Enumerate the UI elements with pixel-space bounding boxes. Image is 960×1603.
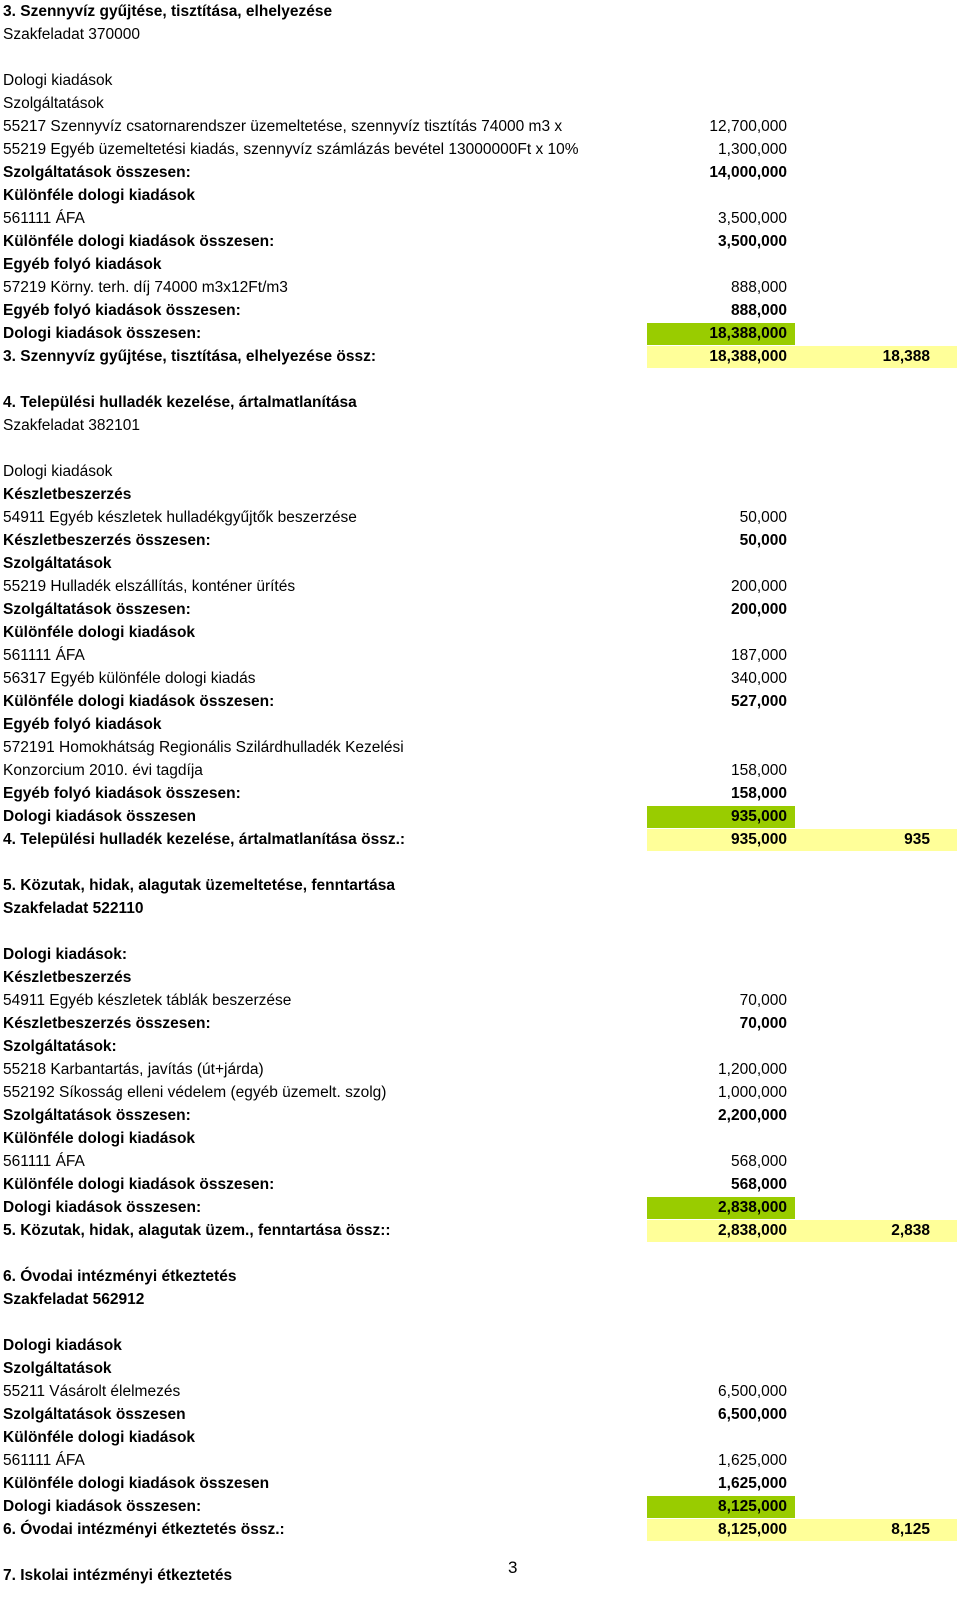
- amount-value: 8,125,000: [718, 1498, 787, 1515]
- row-label: Egyéb folyó kiadások: [3, 716, 162, 733]
- row-label: Szolgáltatások összesen:: [3, 601, 191, 618]
- amount-value: 1,300,000: [718, 141, 787, 158]
- line-item-row: [0, 1173, 960, 1196]
- row-label: 55219 Hulladék elszállítás, konténer ürítés: [3, 578, 296, 595]
- row-label: 4. Települési hulladék kezelése, ártalmatlanítása össz.:: [3, 831, 406, 848]
- row-label: Különféle dologi kiadások összesen: [3, 1475, 270, 1492]
- amount-value: 6,500,000: [718, 1406, 787, 1423]
- row-label: Különféle dologi kiadások: [3, 624, 196, 641]
- row-label: 561111 ÁFA: [3, 647, 85, 664]
- line-item-row: [0, 276, 960, 299]
- amount-value: 888,000: [730, 302, 787, 319]
- amount-value: 8,125,000: [718, 1521, 787, 1538]
- row-label: Szolgáltatások összesen: [3, 1406, 186, 1423]
- amount-value: 568,000: [730, 1153, 787, 1170]
- spacer-row: [0, 920, 960, 943]
- row-label: 5. Közutak, hidak, alagutak üzemeltetése, fenntartása: [3, 877, 395, 894]
- heading-row: [0, 1564, 960, 1587]
- row-label: Készletbeszerzés összesen:: [3, 1015, 211, 1032]
- subtotal-row: [0, 805, 960, 828]
- spacer-row: [0, 437, 960, 460]
- line-item-row: [0, 1058, 960, 1081]
- heading-row: [0, 621, 960, 644]
- row-label: Dologi kiadások összesen:: [3, 1498, 202, 1515]
- heading-row: [0, 0, 960, 23]
- thousands-value: 18,388: [882, 348, 930, 365]
- row-label: 561111 ÁFA: [3, 1452, 85, 1469]
- amount-value: 158,000: [730, 762, 787, 779]
- row-label: 572191 Homokhátság Regionális Szilárdhulladék Kezelési: [3, 739, 404, 756]
- heading-row: [0, 1288, 960, 1311]
- spacer-row: [0, 1311, 960, 1334]
- heading-row: [0, 713, 960, 736]
- amount-value: 3,500,000: [718, 233, 787, 250]
- row-label: Készletbeszerzés: [3, 969, 132, 986]
- row-label: 3. Szennyvíz gyűjtése, tisztítása, elhelyezése: [3, 3, 333, 20]
- line-item-row: [0, 1081, 960, 1104]
- amount-value: 2,838,000: [718, 1222, 787, 1239]
- row-label: 6. Óvodai intézményi étkeztetés: [3, 1268, 237, 1285]
- row-label: Egyéb folyó kiadások: [3, 256, 162, 273]
- line-item-row: [0, 989, 960, 1012]
- row-label: 3. Szennyvíz gyűjtése, tisztítása, elhelyezése össz:: [3, 348, 377, 365]
- row-label: Konzorcium 2010. évi tagdíja: [3, 762, 203, 779]
- row-label: Különféle dologi kiadások: [3, 187, 196, 204]
- row-label: Szolgáltatások: [3, 555, 112, 572]
- row-label: 4. Települési hulladék kezelése, ártalmatlanítása: [3, 394, 357, 411]
- heading-row: [0, 966, 960, 989]
- amount-value: 1,625,000: [718, 1452, 787, 1469]
- line-item-row: [0, 1012, 960, 1035]
- amount-value: 50,000: [739, 509, 787, 526]
- line-item-row: [0, 299, 960, 322]
- spacer-row: [0, 368, 960, 391]
- amount-value: 888,000: [730, 279, 787, 296]
- heading-row: [0, 391, 960, 414]
- heading-row: [0, 92, 960, 115]
- page-number: 3: [508, 1558, 518, 1577]
- row-label: Dologi kiadások összesen: [3, 808, 196, 825]
- section-total-row: [0, 1219, 960, 1242]
- amount-value: 527,000: [730, 693, 787, 710]
- amount-value: 3,500,000: [718, 210, 787, 227]
- row-label: 55218 Karbantartás, javítás (út+járda): [3, 1061, 264, 1078]
- spacer-row: [0, 1242, 960, 1265]
- amount-value: 158,000: [730, 785, 787, 802]
- line-item-row: [0, 1380, 960, 1403]
- row-label: Szakfeladat 382101: [3, 417, 141, 434]
- line-item-row: [0, 529, 960, 552]
- row-label: 55219 Egyéb üzemeltetési kiadás, szennyvíz számlázás bevétel 13000000Ft x 10%: [3, 141, 579, 158]
- line-item-row: [0, 1403, 960, 1426]
- subtotal-row: [0, 322, 960, 345]
- row-label: Dologi kiadások összesen:: [3, 1199, 202, 1216]
- line-item-row: [0, 644, 960, 667]
- line-item-row: [0, 230, 960, 253]
- amount-value: 2,838,000: [718, 1199, 787, 1216]
- amount-value: 935,000: [730, 831, 787, 848]
- thousands-value: 935: [904, 831, 930, 848]
- amount-value: 935,000: [730, 808, 787, 825]
- amount-value: 50,000: [739, 532, 787, 549]
- row-label: 54911 Egyéb készletek hulladékgyűjtők beszerzése: [3, 509, 357, 526]
- heading-row: [0, 184, 960, 207]
- amount-value: 568,000: [730, 1176, 787, 1193]
- amount-value: 70,000: [739, 1015, 787, 1032]
- heading-row: [0, 897, 960, 920]
- thousands-value: 2,838: [891, 1222, 930, 1239]
- row-label: Szakfeladat 370000: [3, 26, 141, 43]
- amount-value: 70,000: [739, 992, 787, 1009]
- row-label: 56317 Egyéb különféle dologi kiadás: [3, 670, 256, 687]
- spacer-row: [0, 46, 960, 69]
- row-label: 7. Iskolai intézményi étkeztetés: [3, 1567, 233, 1584]
- line-item-row: [0, 575, 960, 598]
- amount-value: 14,000,000: [709, 164, 787, 181]
- line-item-row: [0, 759, 960, 782]
- line-item-row: [0, 1150, 960, 1173]
- row-label: Készletbeszerzés: [3, 486, 132, 503]
- subtotal-row: [0, 1196, 960, 1219]
- row-label: 5. Közutak, hidak, alagutak üzem., fenntartása össz::: [3, 1222, 391, 1239]
- row-label: 552192 Síkosság elleni védelem (egyéb üzemelt. szolg): [3, 1084, 387, 1101]
- line-item-row: [0, 667, 960, 690]
- line-item-row: [0, 506, 960, 529]
- amount-value: 1,625,000: [718, 1475, 787, 1492]
- line-item-row: [0, 598, 960, 621]
- thousands-value: 8,125: [891, 1521, 930, 1538]
- amount-value: 18,388,000: [709, 348, 787, 365]
- row-label: Szolgáltatások: [3, 95, 104, 112]
- row-label: Különféle dologi kiadások összesen:: [3, 693, 275, 710]
- heading-row: [0, 736, 960, 759]
- row-label: 55211 Vásárolt élelmezés: [3, 1383, 181, 1400]
- row-label: 6. Óvodai intézményi étkeztetés össz.:: [3, 1521, 285, 1538]
- heading-row: [0, 460, 960, 483]
- row-label: Dologi kiadások összesen:: [3, 325, 202, 342]
- line-item-row: [0, 1472, 960, 1495]
- heading-row: [0, 253, 960, 276]
- heading-row: [0, 1035, 960, 1058]
- amount-value: 1,200,000: [718, 1061, 787, 1078]
- amount-value: 6,500,000: [718, 1383, 787, 1400]
- amount-value: 200,000: [730, 578, 787, 595]
- row-label: Különféle dologi kiadások: [3, 1130, 196, 1147]
- spacer-row: [0, 851, 960, 874]
- row-label: 54911 Egyéb készletek táblák beszerzése: [3, 992, 292, 1009]
- row-label: Dologi kiadások: [3, 72, 113, 89]
- heading-row: [0, 483, 960, 506]
- line-item-row: [0, 1104, 960, 1127]
- heading-row: [0, 552, 960, 575]
- spacer-row: [0, 1541, 960, 1564]
- subtotal-row: [0, 1495, 960, 1518]
- amount-value: 340,000: [730, 670, 787, 687]
- row-label: Szolgáltatások összesen:: [3, 164, 191, 181]
- row-label: 57219 Körny. terh. díj 74000 m3x12Ft/m3: [3, 279, 288, 296]
- line-item-row: [0, 138, 960, 161]
- section-total-row: [0, 1518, 960, 1541]
- row-label: Különféle dologi kiadások összesen:: [3, 233, 275, 250]
- row-label: Különféle dologi kiadások összesen:: [3, 1176, 275, 1193]
- heading-row: [0, 943, 960, 966]
- heading-row: [0, 1334, 960, 1357]
- amount-value: 2,200,000: [718, 1107, 787, 1124]
- amount-value: 1,000,000: [718, 1084, 787, 1101]
- row-label: Szolgáltatások összesen:: [3, 1107, 191, 1124]
- heading-row: [0, 874, 960, 897]
- heading-row: [0, 1357, 960, 1380]
- heading-row: [0, 23, 960, 46]
- row-label: Szolgáltatások:: [3, 1038, 117, 1055]
- heading-row: [0, 1127, 960, 1150]
- amount-value: 187,000: [730, 647, 787, 664]
- row-label: Szakfeladat 522110: [3, 900, 144, 917]
- row-label: Egyéb folyó kiadások összesen:: [3, 302, 241, 319]
- row-label: 561111 ÁFA: [3, 1153, 85, 1170]
- row-label: Különféle dologi kiadások: [3, 1429, 196, 1446]
- section-total-row: [0, 345, 960, 368]
- amount-value: 18,388,000: [709, 325, 787, 342]
- line-item-row: [0, 207, 960, 230]
- row-label: Készletbeszerzés összesen:: [3, 532, 211, 549]
- line-item-row: [0, 115, 960, 138]
- heading-row: [0, 414, 960, 437]
- line-item-row: [0, 782, 960, 805]
- row-label: 55217 Szennyvíz csatornarendszer üzemeltetése, szennyvíz tisztítás 74000 m3 x: [3, 118, 563, 135]
- row-label: Szolgáltatások: [3, 1360, 112, 1377]
- heading-row: [0, 69, 960, 92]
- row-label: Dologi kiadások: [3, 1337, 122, 1354]
- amount-value: 200,000: [730, 601, 787, 618]
- row-label: Szakfeladat 562912: [3, 1291, 145, 1308]
- amount-value: 12,700,000: [709, 118, 787, 135]
- row-label: Egyéb folyó kiadások összesen:: [3, 785, 241, 802]
- line-item-row: [0, 690, 960, 713]
- heading-row: [0, 1265, 960, 1288]
- line-item-row: [0, 161, 960, 184]
- row-label: 561111 ÁFA: [3, 210, 85, 227]
- row-label: Dologi kiadások: [3, 463, 113, 480]
- heading-row: [0, 1426, 960, 1449]
- row-label: Dologi kiadások:: [3, 946, 128, 963]
- section-total-row: [0, 828, 960, 851]
- line-item-row: [0, 1449, 960, 1472]
